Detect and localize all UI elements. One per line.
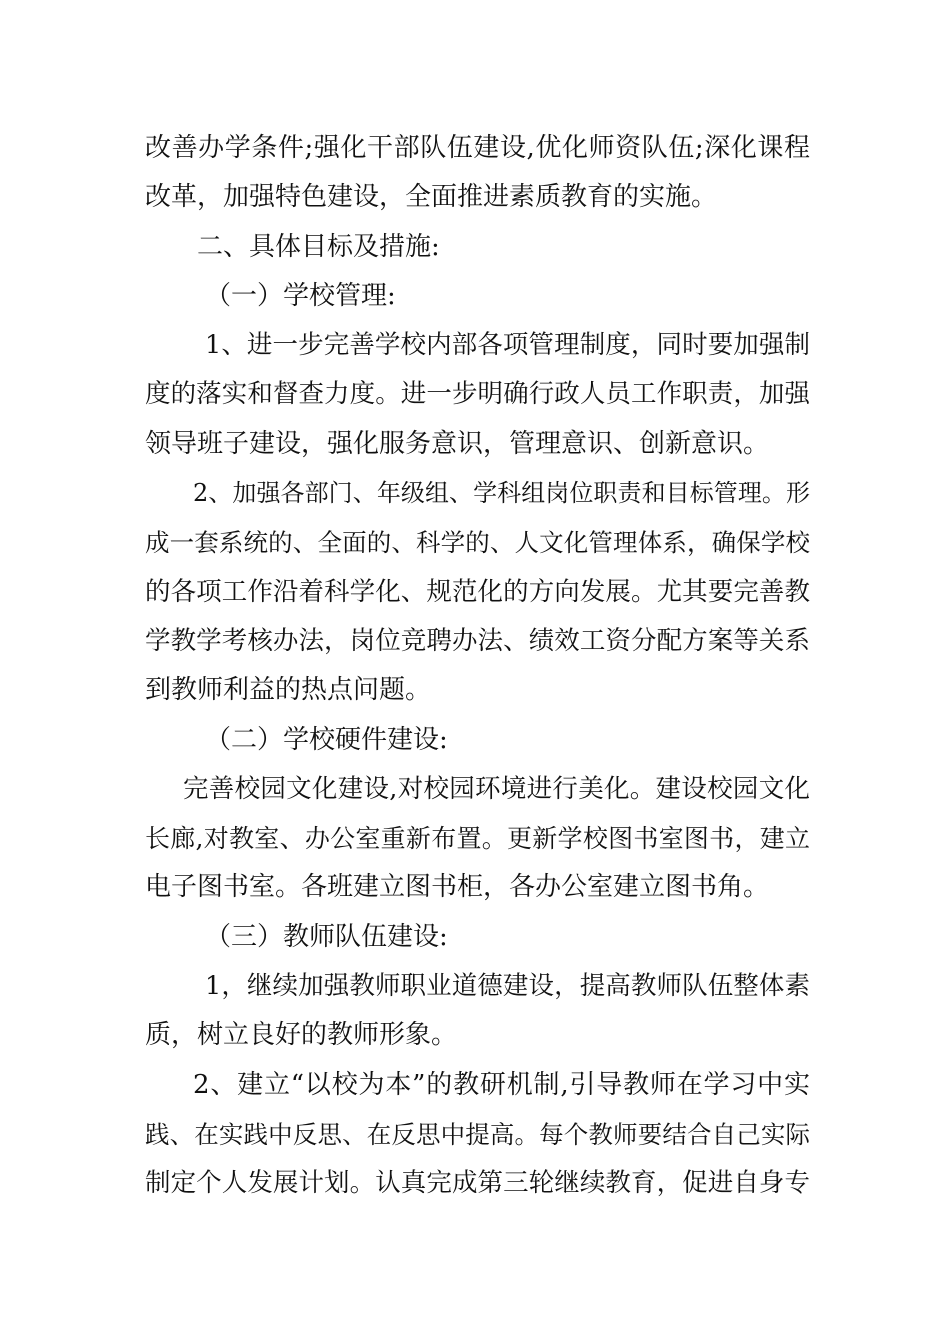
subsection-heading: （二）学校硬件建设: [205,724,448,755]
text-line: 电子图书室。各班建立图书柜，各办公室建立图书角。 [145,872,770,903]
subsection-heading: （一）学校管理: [205,280,396,311]
subsection-heading: （三）教师队伍建设: [205,921,448,952]
text-line: 领导班子建设，强化服务意识，管理意识、创新意识。 [145,428,770,459]
text-line: 改革，加强特色建设，全面推进素质教育的实施。 [145,182,718,213]
text-line: 1、进一步完善学校内部各项管理制度，同时要加强制 [205,330,810,361]
text-line: 的各项工作沿着科学化、规范化的方向发展。尤其要完善教 [145,576,810,607]
text-line: 学教学考核办法，岗位竞聘办法、绩效工资分配方案等关系 [145,625,810,656]
text-line: 度的落实和督查力度。进一步明确行政人员工作职责，加强 [145,379,810,410]
text-line: 2、建立“以校为本”的教研机制,引导教师在学习中实 [193,1069,810,1100]
text-line: 质，树立良好的教师形象。 [145,1020,458,1051]
text-line: 长廊,对教室、办公室重新布置。更新学校图书室图书，建立 [145,824,810,854]
text-line: 2、加强各部门、年级组、学科组岗位职责和目标管理。形 [193,479,810,508]
text-line: 成一套系统的、全面的、科学的、人文化管理体系，确保学校 [145,528,810,558]
document-body [145,124,810,1209]
text-line: 完善校园文化建设,对校园环境进行美化。建设校园文化 [183,773,810,804]
text-line: 践、在实践中反思、在反思中提高。每个教师要结合自己实际 [145,1119,810,1149]
text-line: 制定个人发展计划。认真完成第三轮继续教育，促进自身专 [145,1168,810,1199]
text-line: 到教师利益的热点问题。 [145,675,432,706]
text-line: 改善办学条件;强化干部队伍建设,优化师资队伍;深化课程 [145,133,810,163]
section-heading: 二、具体目标及措施: [197,231,440,262]
text-line: 1，继续加强教师职业道德建设，提高教师队伍整体素 [205,971,810,1002]
